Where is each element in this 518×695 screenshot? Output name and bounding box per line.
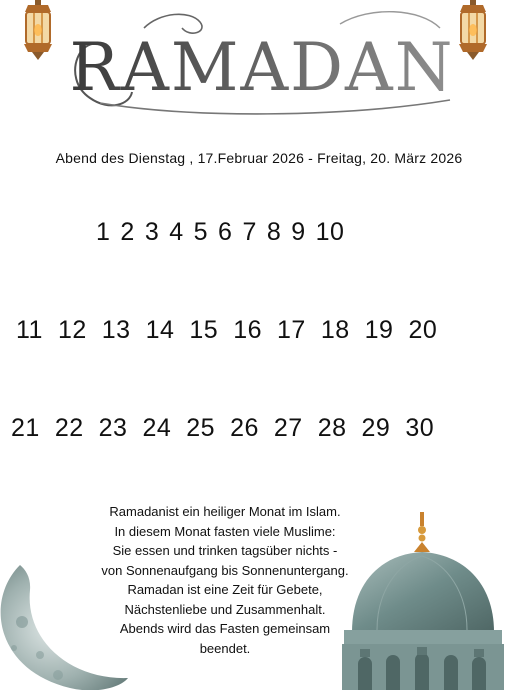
day-number: 15	[189, 316, 219, 344]
day-number: 7	[242, 218, 257, 246]
info-line: Ramadan ist eine Zeit für Gebete,	[127, 582, 323, 597]
day-row-1	[96, 218, 344, 247]
day-number: 4	[169, 218, 184, 246]
day-row-3	[11, 414, 445, 443]
info-line: Ramadanist ein heiliger Monat im Islam.	[109, 504, 341, 519]
day-number: 2	[120, 218, 135, 246]
day-number: 20	[408, 316, 438, 344]
day-number: 13	[101, 316, 131, 344]
day-number: 19	[364, 316, 394, 344]
day-number: 14	[145, 316, 175, 344]
day-number: 3	[144, 218, 160, 246]
day-number: 24	[142, 414, 172, 442]
day-number: 26	[230, 414, 259, 442]
day-number: 25	[186, 414, 216, 442]
info-line: von Sonnenaufgang bis Sonnenuntergang.	[101, 562, 349, 578]
day-number: 12	[57, 316, 87, 344]
day-number: 6	[218, 218, 233, 246]
mosque-dome-icon	[322, 512, 518, 690]
day-number: 16	[233, 316, 263, 344]
day-number: 8	[266, 218, 282, 246]
day-row-2	[16, 316, 437, 345]
day-number: 30	[405, 414, 435, 442]
title-text: RAMADAN	[69, 29, 455, 106]
crescent-moon-icon	[0, 560, 130, 690]
info-line: Sie essen und trinken tagsüber nichts -	[112, 543, 338, 558]
info-line: Abends wird das Fasten gemeinsam	[119, 621, 331, 636]
day-number: 22	[54, 414, 84, 442]
day-number: 17	[277, 316, 306, 344]
day-number: 27	[273, 414, 303, 442]
info-line: Nächstenliebe und Zusammenhalt.	[124, 601, 326, 617]
page-title	[40, 8, 480, 118]
day-number: 23	[98, 414, 128, 442]
day-number: 18	[320, 316, 350, 344]
date-range: Abend des Dienstag , 17.Februar 2026 - Freitag, 20. März 2026	[55, 150, 463, 166]
day-number: 5	[193, 218, 209, 246]
day-number: 29	[361, 414, 391, 442]
day-number: 11	[16, 316, 43, 344]
day-number: 9	[291, 218, 306, 246]
day-number: 1	[96, 218, 111, 246]
day-number: 10	[315, 218, 345, 246]
day-number: 28	[317, 414, 347, 442]
day-number: 21	[11, 414, 40, 442]
info-line: In diesem Monat fasten viele Muslime:	[114, 523, 336, 539]
info-line: beendet.	[199, 640, 251, 656]
